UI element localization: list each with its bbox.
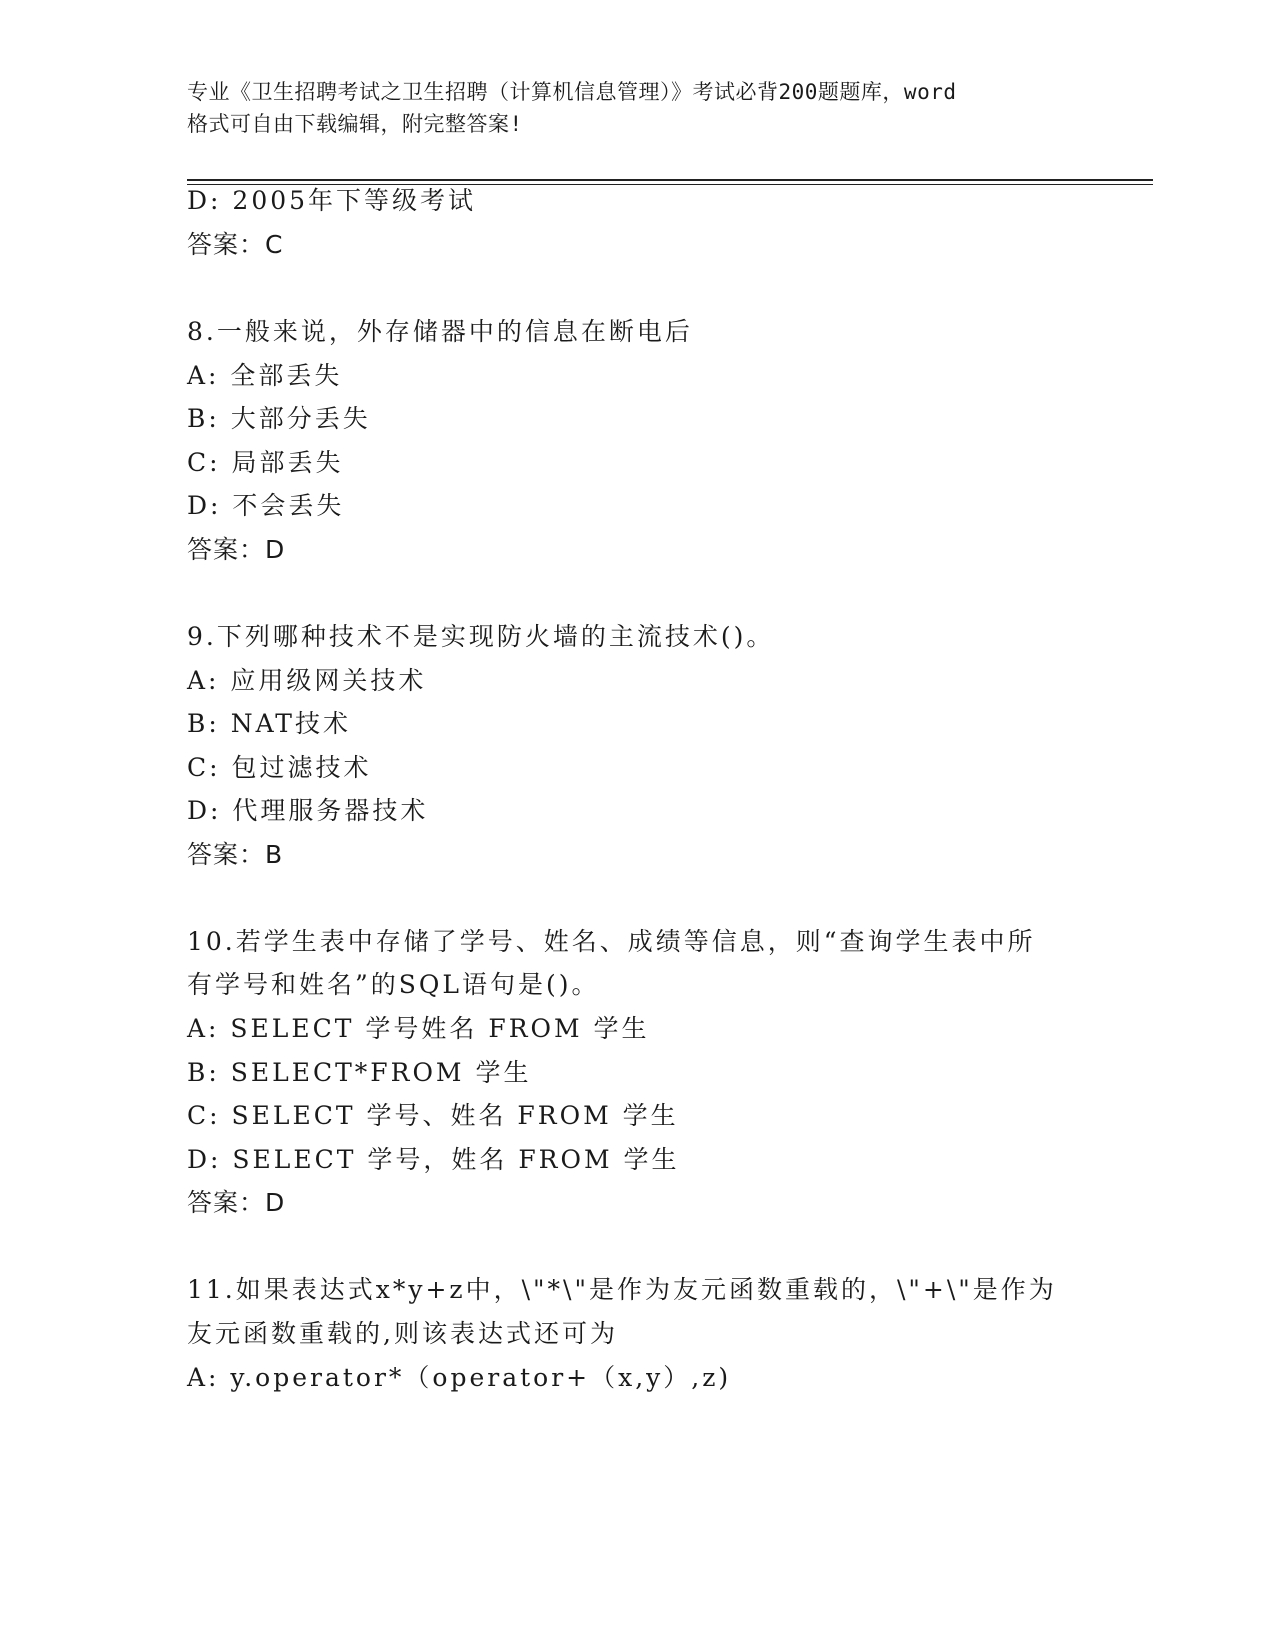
header-divider-thick: [187, 179, 1153, 181]
question-8-option-d: D: 不会丢失: [187, 491, 345, 520]
question-9-stem: 9.下列哪种技术不是实现防火墙的主流技术()。: [187, 622, 775, 651]
question-8-option-a: A: 全部丢失: [187, 361, 343, 390]
question-9-option-b: B: NAT技术: [187, 709, 351, 738]
question-9-option-a: A: 应用级网关技术: [187, 666, 427, 695]
document-header: [187, 76, 1087, 140]
question-8-option-b: B: 大部分丢失: [187, 404, 371, 433]
header-title-line-1: 专业《卫生招聘考试之卫生招聘（计算机信息管理）》考试必背200题题库，word: [187, 80, 957, 104]
question-11-stem-line-2: 友元函数重载的,则该表达式还可为: [187, 1319, 618, 1348]
question-9-option-c: C: 包过滤技术: [187, 753, 372, 782]
question-9-option-d: D: 代理服务器技术: [187, 796, 429, 825]
question-11-option-a: A: y.operator*（operator+（x,y）,z): [187, 1363, 732, 1392]
question-10-option-b: B: SELECT*FROM 学生: [187, 1058, 532, 1087]
question-9-answer: 答案：B: [187, 840, 284, 869]
question-8-stem: 8.一般来说，外存储器中的信息在断电后: [187, 317, 693, 346]
header-title-line-2: 格式可自由下载编辑，附完整答案!: [187, 112, 523, 136]
question-10-answer: 答案：D: [187, 1188, 286, 1217]
question-10-option-a: A: SELECT 学号姓名 FROM 学生: [187, 1014, 650, 1043]
question-11-stem-line-1: 11.如果表达式x*y+z中，\"*\"是作为友元函数重载的，\"+\"是作为: [187, 1275, 1057, 1304]
question-8-answer: 答案：D: [187, 535, 286, 564]
prev-question-option-d: D: 2005年下等级考试: [187, 186, 477, 215]
prev-question-answer: 答案：C: [187, 230, 284, 259]
question-10-option-c: C: SELECT 学号、姓名 FROM 学生: [187, 1101, 679, 1130]
question-10-stem-line-1: 10.若学生表中存储了学号、姓名、成绩等信息，则“查询学生表中所: [187, 927, 1036, 956]
question-8-option-c: C: 局部丢失: [187, 448, 344, 477]
question-10-option-d: D: SELECT 学号，姓名 FROM 学生: [187, 1145, 680, 1174]
question-10-stem-line-2: 有学号和姓名”的SQL语句是()。: [187, 970, 600, 999]
